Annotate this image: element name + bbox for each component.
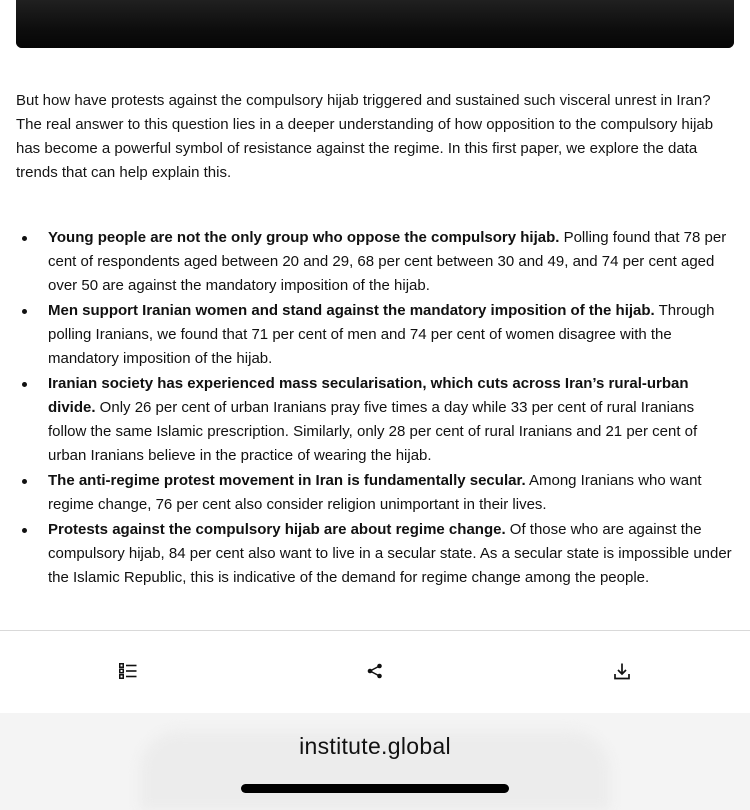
finding-detail: Among Iranians who want regime change, 76 per cent also consider religion unimportant in their lives. xyxy=(48,472,702,513)
bullet-dot-icon xyxy=(22,382,27,387)
finding-detail: Of those who are against the compulsory hijab, 84 per cent also want to live in a secular state. As a secular state is impossible under the Islamic Republic, this is indicative of the demand for regime change among the people. xyxy=(48,521,732,586)
hero-image xyxy=(16,0,734,48)
finding-item xyxy=(16,372,734,468)
download-button[interactable] xyxy=(612,661,632,681)
finding-headline: Iranian society has experienced mass secularisation, which cuts across Iran’s rural-urban divide. xyxy=(48,375,689,416)
intro-paragraph: But how have protests against the compulsory hijab triggered and sustained such visceral unrest in Iran? The real answer to this question lies in a deeper understanding of how opposition to the compulsory hijab has become a powerful symbol of resistance against the regime. In this first paper, we explore the data trends that can help explain this. xyxy=(16,92,714,181)
list-icon xyxy=(119,663,137,679)
bullet-dot-icon xyxy=(22,528,27,533)
finding-item xyxy=(16,518,734,590)
bullet-dot-icon xyxy=(22,236,27,241)
finding-detail: Polling found that 78 per cent of respondents aged between 20 and 29, 68 per cent between 30 and 49, and 74 per cent aged over 50 are against the mandatory imposition of the hijab. xyxy=(48,229,727,294)
finding-detail: Through polling Iranians, we found that 71 per cent of men and 74 per cent of women disagree with the mandatory imposition of the hijab. xyxy=(48,302,715,367)
download-icon xyxy=(614,663,630,680)
share-icon xyxy=(367,663,383,679)
browser-address-bar xyxy=(0,713,750,810)
hero-image-shade xyxy=(16,0,734,48)
bullet-dot-icon xyxy=(22,309,27,314)
finding-item xyxy=(16,299,734,371)
bullet-dot-icon xyxy=(22,479,27,484)
finding-headline: Protests against the compulsory hijab are about regime change. xyxy=(48,521,506,538)
finding-headline: Men support Iranian women and stand against the mandatory imposition of the hijab. xyxy=(48,302,655,319)
finding-item xyxy=(16,469,734,517)
finding-detail: Only 26 per cent of urban Iranians pray five times a day while 33 per cent of rural Iranians follow the same Islamic prescription. Similarly, only 28 per cent of rural Iranians and 21 per cent of urban Iranians believe in the practice of wearing the hijab. xyxy=(48,399,698,464)
article-content xyxy=(16,89,734,591)
home-indicator[interactable] xyxy=(241,784,509,793)
finding-item xyxy=(16,226,734,298)
key-findings-list xyxy=(16,226,734,590)
finding-headline: The anti-regime protest movement in Iran is fundamentally secular. xyxy=(48,472,526,489)
url-text[interactable]: institute.global xyxy=(299,733,451,759)
contents-button[interactable] xyxy=(118,661,138,681)
share-button[interactable] xyxy=(365,661,385,681)
article-toolbar xyxy=(0,630,750,714)
finding-headline: Young people are not the only group who oppose the compulsory hijab. xyxy=(48,229,560,246)
